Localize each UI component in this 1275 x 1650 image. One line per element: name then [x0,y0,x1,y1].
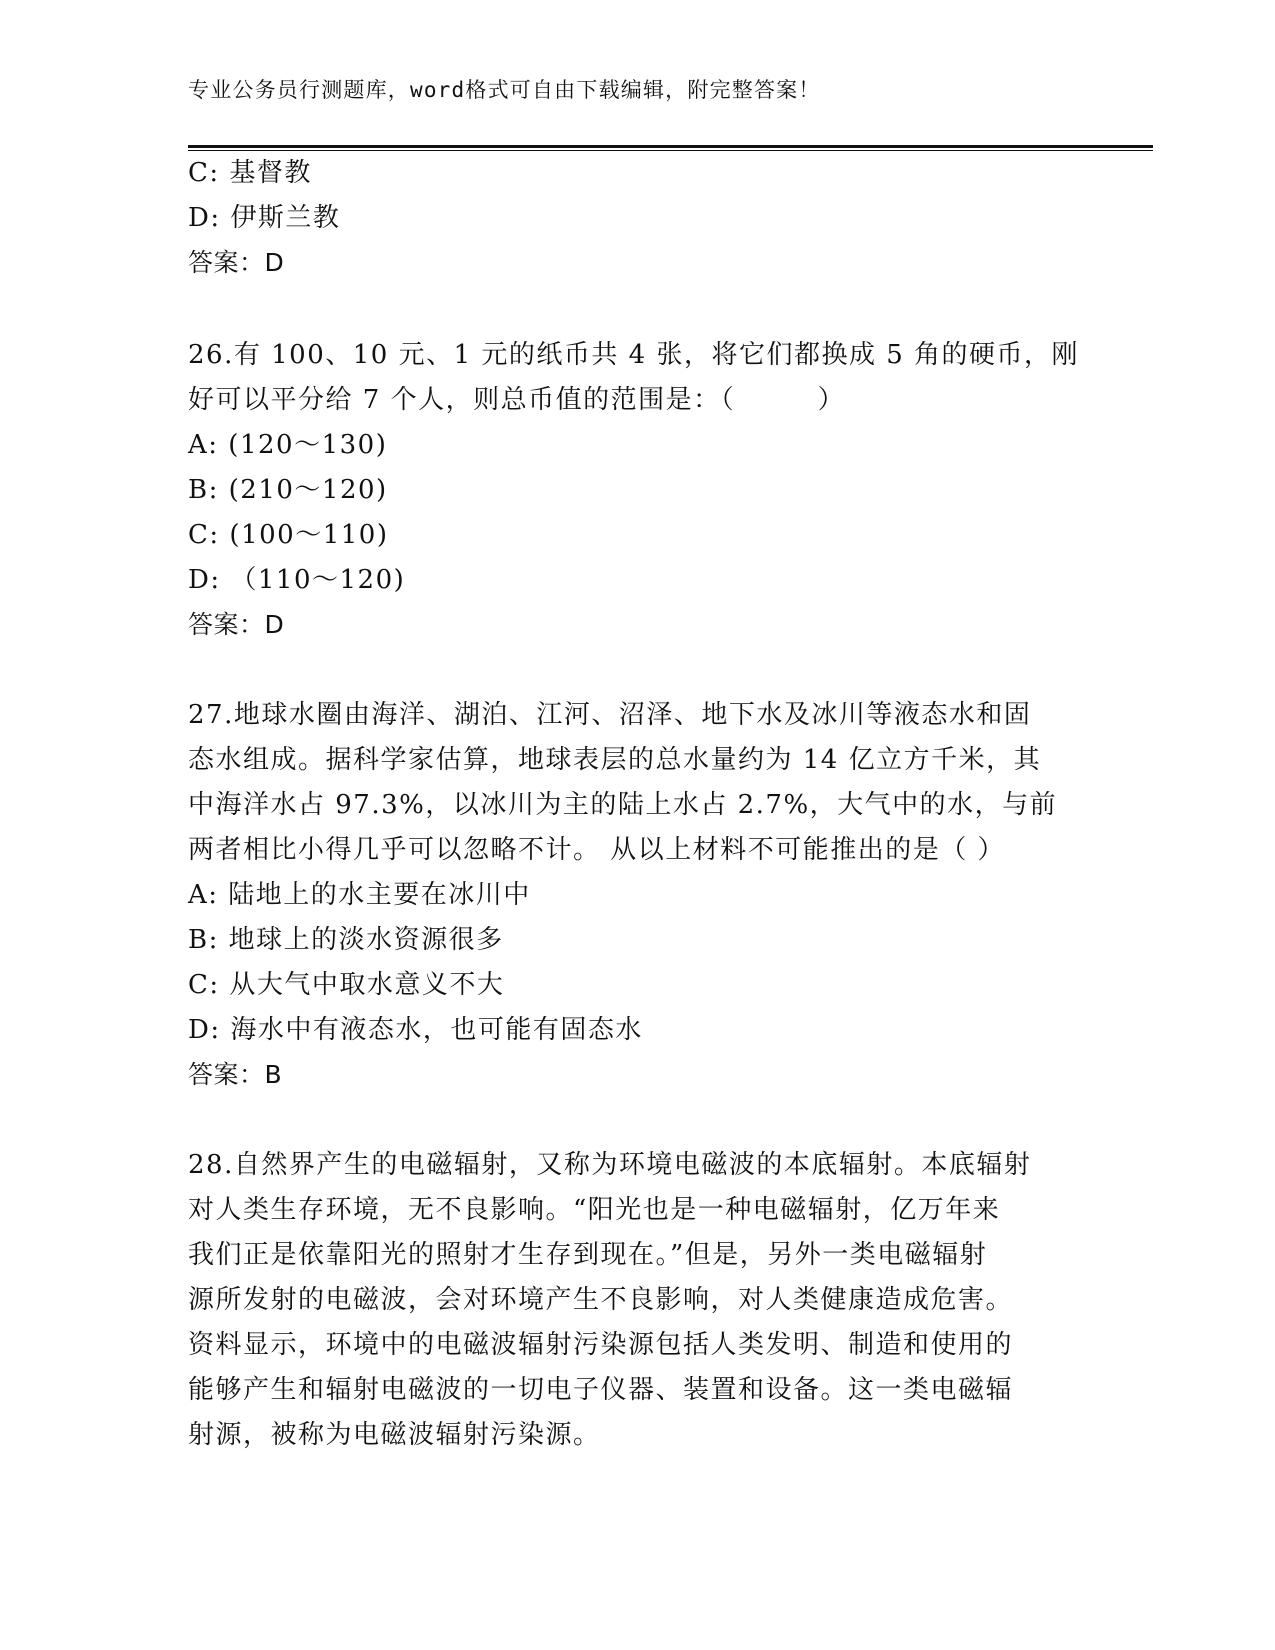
q26-option-c: C: (100～110) [188,520,389,550]
q26-answer: 答案：D [188,610,285,639]
q28-stem-line-7: 射源，被称为电磁波辐射污染源。 [188,1420,601,1450]
q25-option-c: C: 基督教 [188,158,312,188]
q27-option-b: B: 地球上的淡水资源很多 [188,925,504,955]
q28-stem-line-4: 源所发射的电磁波，会对环境产生不良影响，对人类健康造成危害。 [188,1285,1014,1315]
q28-stem-line-6: 能够产生和辐射电磁波的一切电子仪器、装置和设备。这一类电磁辐 [188,1375,1014,1405]
q27-stem-line-3: 中海洋水占 97.3%，以冰川为主的陆上水占 2.7%，大气中的水，与前 [188,790,1058,820]
q27-option-c: C: 从大气中取水意义不大 [188,970,505,1000]
header-rule-thick [188,145,1153,148]
q27-answer: 答案：B [188,1060,283,1089]
q25-option-d: D: 伊斯兰教 [188,203,341,233]
q28-stem-line-3: 我们正是依靠阳光的照射才生存到现在。”但是，另外一类电磁辐射 [188,1240,988,1270]
q28-stem-line-5: 资料显示，环境中的电磁波辐射污染源包括人类发明、制造和使用的 [188,1330,1014,1360]
q28-stem-line-2: 对人类生存环境，无不良影响。“阳光也是一种电磁辐射，亿万年来 [188,1195,1001,1225]
q26-stem-line-1: 26.有 100、10 元、1 元的纸币共 4 张，将它们都换成 5 角的硬币，刚 [188,340,1080,370]
q26-option-a: A: (120～130) [188,430,388,460]
q26-stem-line-2: 好可以平分给 7 个人，则总币值的范围是：（ ） [188,385,846,415]
q27-option-a: A: 陆地上的水主要在冰川中 [188,880,531,910]
q27-stem-line-4: 两者相比小得几乎可以忽略不计。 从以上材料不可能推出的是（ ） [188,835,1006,865]
q27-stem-line-1: 27.地球水圈由海洋、湖泊、江河、沼泽、地下水及冰川等液态水和固 [188,700,1032,730]
q26-option-d: D: （110～120) [188,565,406,595]
q26-option-b: B: (210～120) [188,475,388,505]
q27-stem-line-2: 态水组成。据科学家估算，地球表层的总水量约为 14 亿立方千米，其 [188,745,1042,775]
q28-stem-line-1: 28.自然界产生的电磁辐射，又称为环境电磁波的本底辐射。本底辐射 [188,1150,1032,1180]
header-rule-thin [188,150,1153,151]
q25-answer: 答案：D [188,248,285,277]
page-header: 专业公务员行测题库，word格式可自由下载编辑，附完整答案！ [188,78,821,102]
q27-option-d: D: 海水中有液态水，也可能有固态水 [188,1015,643,1045]
